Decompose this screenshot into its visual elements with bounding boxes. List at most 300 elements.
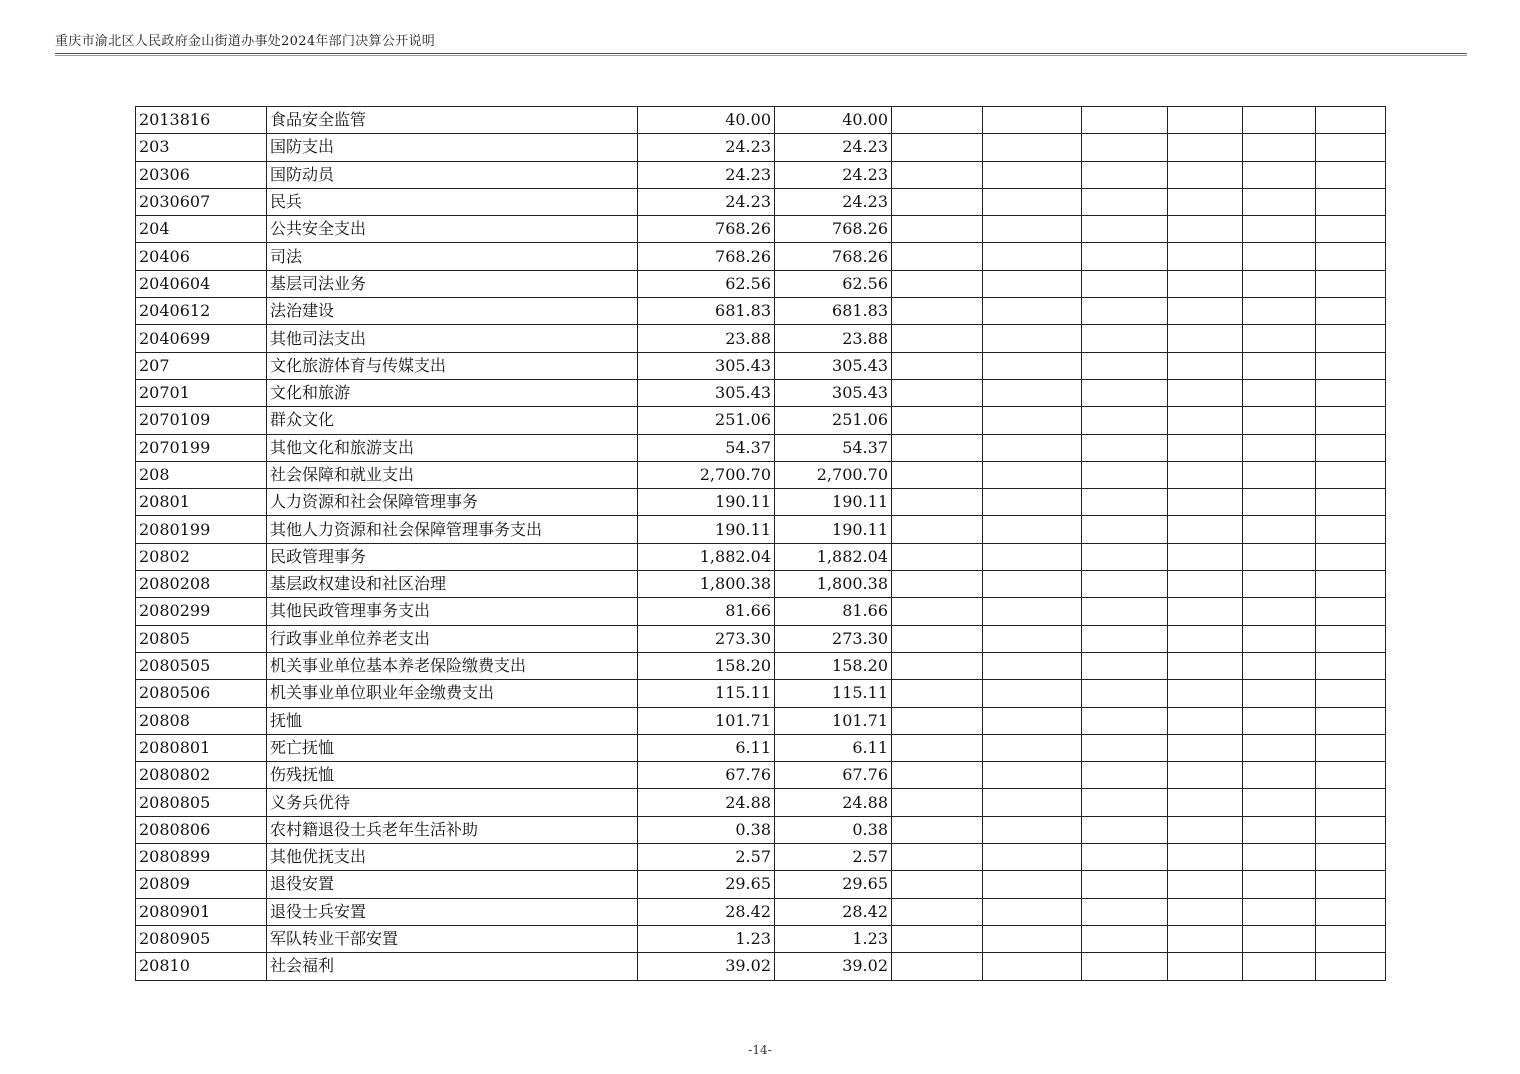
cell-empty	[983, 871, 1082, 898]
cell-empty	[1243, 243, 1316, 270]
cell-empty	[892, 325, 983, 352]
cell-subject-code: 20701	[136, 379, 267, 406]
cell-total-amount: 305.43	[638, 379, 775, 406]
cell-empty	[1168, 652, 1243, 679]
cell-subject-name: 退役安置	[267, 871, 638, 898]
cell-empty	[1316, 598, 1386, 625]
cell-total-amount: 81.66	[638, 598, 775, 625]
cell-empty	[1316, 898, 1386, 925]
cell-subject-code: 2080901	[136, 898, 267, 925]
table-row	[136, 925, 1386, 952]
cell-total-amount: 305.43	[638, 352, 775, 379]
cell-empty	[892, 543, 983, 570]
cell-total-amount: 1,882.04	[638, 543, 775, 570]
page-number: -14-	[748, 1043, 772, 1057]
cell-subject-code: 20802	[136, 543, 267, 570]
cell-empty	[1243, 352, 1316, 379]
cell-empty	[983, 598, 1082, 625]
cell-subject-name: 群众文化	[267, 407, 638, 434]
cell-empty	[1082, 816, 1168, 843]
cell-subject-name: 军队转业干部安置	[267, 925, 638, 952]
cell-empty	[1316, 107, 1386, 134]
cell-empty	[1168, 216, 1243, 243]
cell-empty	[1316, 789, 1386, 816]
table-row	[136, 216, 1386, 243]
cell-empty	[892, 298, 983, 325]
budget-table	[135, 106, 1386, 981]
cell-total-amount: 1.23	[638, 925, 775, 952]
cell-empty	[1168, 107, 1243, 134]
cell-subject-name: 基层司法业务	[267, 270, 638, 297]
cell-total-amount: 6.11	[638, 734, 775, 761]
cell-empty	[892, 489, 983, 516]
table-row	[136, 844, 1386, 871]
cell-empty	[1243, 734, 1316, 761]
cell-subject-name: 公共安全支出	[267, 216, 638, 243]
cell-empty	[1243, 188, 1316, 215]
cell-empty	[1243, 216, 1316, 243]
cell-empty	[1243, 762, 1316, 789]
cell-empty	[1243, 298, 1316, 325]
cell-empty	[892, 516, 983, 543]
table-row	[136, 816, 1386, 843]
cell-empty	[983, 925, 1082, 952]
cell-empty	[983, 407, 1082, 434]
cell-subject-name: 伤残抚恤	[267, 762, 638, 789]
table-row	[136, 379, 1386, 406]
cell-empty	[1082, 461, 1168, 488]
cell-subject-code: 2070109	[136, 407, 267, 434]
cell-basic-amount: 67.76	[775, 762, 892, 789]
cell-empty	[1316, 734, 1386, 761]
cell-basic-amount: 2.57	[775, 844, 892, 871]
cell-empty	[892, 379, 983, 406]
cell-empty	[1243, 925, 1316, 952]
cell-empty	[983, 625, 1082, 652]
cell-empty	[1168, 489, 1243, 516]
cell-basic-amount: 251.06	[775, 407, 892, 434]
cell-empty	[1168, 871, 1243, 898]
cell-empty	[892, 652, 983, 679]
cell-empty	[1082, 625, 1168, 652]
cell-empty	[1082, 352, 1168, 379]
cell-subject-code: 2080505	[136, 652, 267, 679]
cell-empty	[1082, 134, 1168, 161]
cell-empty	[1168, 407, 1243, 434]
table-row	[136, 161, 1386, 188]
cell-basic-amount: 6.11	[775, 734, 892, 761]
cell-total-amount: 29.65	[638, 871, 775, 898]
cell-subject-name: 其他民政管理事务支出	[267, 598, 638, 625]
cell-empty	[1316, 844, 1386, 871]
cell-empty	[1316, 434, 1386, 461]
cell-total-amount: 23.88	[638, 325, 775, 352]
cell-empty	[1168, 598, 1243, 625]
cell-empty	[1243, 107, 1316, 134]
cell-empty	[1082, 407, 1168, 434]
cell-subject-code: 2080506	[136, 680, 267, 707]
cell-empty	[983, 434, 1082, 461]
cell-subject-code: 20809	[136, 871, 267, 898]
cell-empty	[1243, 516, 1316, 543]
cell-basic-amount: 24.23	[775, 134, 892, 161]
cell-total-amount: 190.11	[638, 489, 775, 516]
cell-empty	[983, 216, 1082, 243]
cell-basic-amount: 305.43	[775, 379, 892, 406]
table-row	[136, 598, 1386, 625]
cell-empty	[1082, 844, 1168, 871]
cell-empty	[983, 134, 1082, 161]
cell-empty	[1243, 134, 1316, 161]
cell-empty	[892, 434, 983, 461]
cell-empty	[1243, 407, 1316, 434]
cell-subject-code: 2080299	[136, 598, 267, 625]
cell-empty	[1316, 325, 1386, 352]
header-divider	[55, 53, 1467, 56]
cell-empty	[983, 543, 1082, 570]
cell-empty	[1168, 734, 1243, 761]
cell-empty	[983, 571, 1082, 598]
cell-total-amount: 62.56	[638, 270, 775, 297]
cell-total-amount: 24.23	[638, 188, 775, 215]
cell-empty	[1243, 625, 1316, 652]
cell-empty	[1316, 816, 1386, 843]
cell-subject-name: 其他优抚支出	[267, 844, 638, 871]
cell-subject-name: 法治建设	[267, 298, 638, 325]
cell-basic-amount: 768.26	[775, 243, 892, 270]
cell-subject-code: 2030607	[136, 188, 267, 215]
table-row	[136, 434, 1386, 461]
cell-total-amount: 681.83	[638, 298, 775, 325]
cell-subject-code: 2080805	[136, 789, 267, 816]
cell-subject-code: 20810	[136, 953, 267, 980]
table-row	[136, 270, 1386, 297]
cell-subject-name: 社会福利	[267, 953, 638, 980]
cell-total-amount: 0.38	[638, 816, 775, 843]
cell-empty	[892, 925, 983, 952]
cell-basic-amount: 24.88	[775, 789, 892, 816]
cell-empty	[1168, 270, 1243, 297]
cell-empty	[1243, 707, 1316, 734]
cell-empty	[983, 379, 1082, 406]
table-row	[136, 516, 1386, 543]
cell-empty	[1082, 434, 1168, 461]
cell-empty	[892, 707, 983, 734]
cell-basic-amount: 0.38	[775, 816, 892, 843]
cell-total-amount: 251.06	[638, 407, 775, 434]
cell-empty	[983, 352, 1082, 379]
cell-empty	[1082, 325, 1168, 352]
cell-subject-name: 机关事业单位职业年金缴费支出	[267, 680, 638, 707]
cell-empty	[1316, 134, 1386, 161]
cell-empty	[1316, 188, 1386, 215]
cell-empty	[892, 762, 983, 789]
cell-subject-code: 2013816	[136, 107, 267, 134]
cell-empty	[892, 216, 983, 243]
cell-empty	[1168, 625, 1243, 652]
cell-empty	[1316, 461, 1386, 488]
cell-subject-code: 20808	[136, 707, 267, 734]
cell-empty	[1082, 379, 1168, 406]
cell-empty	[1316, 652, 1386, 679]
cell-empty	[1316, 243, 1386, 270]
cell-subject-name: 人力资源和社会保障管理事务	[267, 489, 638, 516]
cell-empty	[1168, 134, 1243, 161]
cell-empty	[892, 898, 983, 925]
cell-total-amount: 2,700.70	[638, 461, 775, 488]
table-row	[136, 134, 1386, 161]
cell-empty	[1168, 434, 1243, 461]
cell-empty	[1168, 461, 1243, 488]
cell-empty	[1316, 489, 1386, 516]
cell-empty	[1316, 680, 1386, 707]
cell-subject-name: 社会保障和就业支出	[267, 461, 638, 488]
cell-empty	[1316, 379, 1386, 406]
cell-empty	[892, 461, 983, 488]
cell-empty	[1168, 953, 1243, 980]
cell-total-amount: 28.42	[638, 898, 775, 925]
cell-empty	[983, 734, 1082, 761]
cell-empty	[1168, 571, 1243, 598]
cell-subject-code: 2080199	[136, 516, 267, 543]
table-row	[136, 625, 1386, 652]
cell-subject-code: 204	[136, 216, 267, 243]
cell-subject-code: 20801	[136, 489, 267, 516]
cell-empty	[1082, 734, 1168, 761]
table-row	[136, 871, 1386, 898]
cell-subject-code: 2080802	[136, 762, 267, 789]
cell-subject-name: 其他人力资源和社会保障管理事务支出	[267, 516, 638, 543]
cell-empty	[1316, 407, 1386, 434]
cell-empty	[1168, 707, 1243, 734]
cell-empty	[892, 134, 983, 161]
cell-basic-amount: 24.23	[775, 188, 892, 215]
cell-empty	[892, 571, 983, 598]
cell-empty	[1082, 516, 1168, 543]
cell-empty	[983, 816, 1082, 843]
cell-basic-amount: 101.71	[775, 707, 892, 734]
cell-total-amount: 273.30	[638, 625, 775, 652]
cell-basic-amount: 24.23	[775, 161, 892, 188]
cell-basic-amount: 768.26	[775, 216, 892, 243]
cell-empty	[1243, 161, 1316, 188]
cell-subject-code: 207	[136, 352, 267, 379]
cell-subject-name: 农村籍退役士兵老年生活补助	[267, 816, 638, 843]
cell-subject-name: 基层政权建设和社区治理	[267, 571, 638, 598]
cell-basic-amount: 81.66	[775, 598, 892, 625]
cell-basic-amount: 54.37	[775, 434, 892, 461]
cell-basic-amount: 28.42	[775, 898, 892, 925]
cell-subject-code: 2040604	[136, 270, 267, 297]
cell-subject-name: 民政管理事务	[267, 543, 638, 570]
cell-basic-amount: 1,882.04	[775, 543, 892, 570]
cell-empty	[1243, 898, 1316, 925]
cell-empty	[1082, 270, 1168, 297]
cell-basic-amount: 681.83	[775, 298, 892, 325]
cell-empty	[892, 107, 983, 134]
cell-empty	[892, 816, 983, 843]
cell-subject-name: 退役士兵安置	[267, 898, 638, 925]
cell-empty	[1168, 925, 1243, 952]
cell-empty	[1082, 161, 1168, 188]
cell-basic-amount: 23.88	[775, 325, 892, 352]
cell-total-amount: 2.57	[638, 844, 775, 871]
cell-empty	[1243, 571, 1316, 598]
cell-empty	[1243, 598, 1316, 625]
cell-subject-name: 司法	[267, 243, 638, 270]
cell-empty	[1316, 571, 1386, 598]
table-row	[136, 898, 1386, 925]
cell-empty	[892, 161, 983, 188]
cell-empty	[1316, 352, 1386, 379]
cell-empty	[1082, 762, 1168, 789]
cell-basic-amount: 1,800.38	[775, 571, 892, 598]
cell-subject-name: 死亡抚恤	[267, 734, 638, 761]
cell-subject-name: 行政事业单位养老支出	[267, 625, 638, 652]
cell-empty	[1082, 188, 1168, 215]
cell-total-amount: 24.88	[638, 789, 775, 816]
cell-empty	[892, 734, 983, 761]
cell-empty	[1243, 871, 1316, 898]
cell-empty	[892, 598, 983, 625]
table-row	[136, 461, 1386, 488]
cell-empty	[1082, 707, 1168, 734]
cell-empty	[1082, 789, 1168, 816]
cell-subject-name: 食品安全监管	[267, 107, 638, 134]
cell-empty	[1316, 516, 1386, 543]
cell-subject-code: 2080801	[136, 734, 267, 761]
table-row	[136, 734, 1386, 761]
cell-total-amount: 768.26	[638, 216, 775, 243]
cell-subject-code: 20406	[136, 243, 267, 270]
cell-subject-name: 国防支出	[267, 134, 638, 161]
cell-empty	[1168, 543, 1243, 570]
cell-empty	[1168, 516, 1243, 543]
cell-empty	[1243, 434, 1316, 461]
cell-empty	[892, 188, 983, 215]
cell-empty	[1316, 161, 1386, 188]
cell-basic-amount: 273.30	[775, 625, 892, 652]
cell-total-amount: 24.23	[638, 161, 775, 188]
cell-empty	[892, 680, 983, 707]
cell-total-amount: 768.26	[638, 243, 775, 270]
cell-subject-code: 203	[136, 134, 267, 161]
cell-empty	[983, 762, 1082, 789]
cell-empty	[1316, 270, 1386, 297]
table-row	[136, 707, 1386, 734]
table-row	[136, 325, 1386, 352]
cell-total-amount: 24.23	[638, 134, 775, 161]
cell-empty	[1243, 379, 1316, 406]
table-row	[136, 352, 1386, 379]
cell-empty	[1316, 953, 1386, 980]
cell-basic-amount: 190.11	[775, 516, 892, 543]
cell-empty	[1082, 898, 1168, 925]
cell-empty	[983, 161, 1082, 188]
cell-empty	[1316, 298, 1386, 325]
cell-subject-code: 2080905	[136, 925, 267, 952]
cell-subject-code: 2080899	[136, 844, 267, 871]
cell-subject-name: 民兵	[267, 188, 638, 215]
cell-empty	[1082, 107, 1168, 134]
cell-empty	[1316, 216, 1386, 243]
cell-empty	[983, 461, 1082, 488]
cell-empty	[1082, 489, 1168, 516]
cell-empty	[1168, 352, 1243, 379]
cell-empty	[1243, 325, 1316, 352]
cell-empty	[1082, 598, 1168, 625]
cell-basic-amount: 39.02	[775, 953, 892, 980]
cell-empty	[1168, 762, 1243, 789]
cell-empty	[1243, 680, 1316, 707]
cell-subject-name: 文化旅游体育与传媒支出	[267, 352, 638, 379]
cell-total-amount: 54.37	[638, 434, 775, 461]
cell-subject-name: 国防动员	[267, 161, 638, 188]
cell-empty	[1316, 707, 1386, 734]
cell-empty	[983, 107, 1082, 134]
cell-empty	[1243, 953, 1316, 980]
cell-subject-code: 20805	[136, 625, 267, 652]
cell-empty	[1168, 161, 1243, 188]
cell-empty	[892, 407, 983, 434]
cell-empty	[1168, 844, 1243, 871]
cell-basic-amount: 305.43	[775, 352, 892, 379]
cell-empty	[1082, 652, 1168, 679]
cell-subject-code: 2080208	[136, 571, 267, 598]
cell-subject-name: 其他司法支出	[267, 325, 638, 352]
cell-empty	[983, 953, 1082, 980]
cell-basic-amount: 115.11	[775, 680, 892, 707]
cell-empty	[892, 352, 983, 379]
cell-basic-amount: 190.11	[775, 489, 892, 516]
table-row	[136, 680, 1386, 707]
cell-subject-code: 20306	[136, 161, 267, 188]
cell-empty	[1082, 571, 1168, 598]
cell-empty	[1316, 625, 1386, 652]
cell-subject-code: 2040699	[136, 325, 267, 352]
cell-empty	[1082, 871, 1168, 898]
cell-empty	[892, 953, 983, 980]
cell-empty	[983, 652, 1082, 679]
cell-subject-code: 2070199	[136, 434, 267, 461]
cell-empty	[892, 243, 983, 270]
cell-empty	[892, 871, 983, 898]
cell-empty	[1243, 270, 1316, 297]
table-row	[136, 652, 1386, 679]
page-header-title: 重庆市渝北区人民政府金山街道办事处2024年部门决算公开说明	[55, 34, 436, 49]
table-row	[136, 188, 1386, 215]
cell-basic-amount: 2,700.70	[775, 461, 892, 488]
cell-empty	[892, 625, 983, 652]
cell-empty	[983, 489, 1082, 516]
cell-empty	[983, 844, 1082, 871]
cell-empty	[983, 325, 1082, 352]
cell-empty	[983, 188, 1082, 215]
cell-empty	[1082, 243, 1168, 270]
cell-total-amount: 1,800.38	[638, 571, 775, 598]
cell-basic-amount: 1.23	[775, 925, 892, 952]
cell-empty	[1243, 844, 1316, 871]
cell-empty	[1243, 543, 1316, 570]
cell-empty	[983, 243, 1082, 270]
cell-empty	[1168, 325, 1243, 352]
cell-empty	[1243, 816, 1316, 843]
cell-empty	[983, 516, 1082, 543]
table-row	[136, 571, 1386, 598]
cell-empty	[1082, 925, 1168, 952]
cell-empty	[1316, 925, 1386, 952]
cell-total-amount: 158.20	[638, 652, 775, 679]
